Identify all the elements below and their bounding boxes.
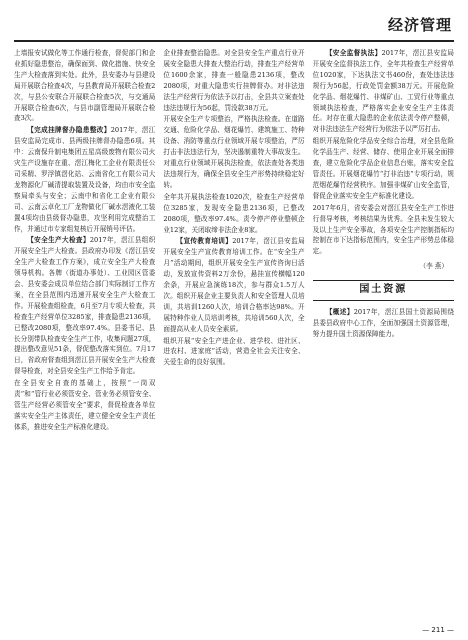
paragraph-text: 2017年，滘江县安监局开展安全生产宣传教育培训工作。在“安全生产月”活动期间，组织开展安全生产宣传咨询日活动，发放宣传资料2万余份，悬挂宣传横幅120余条，开展应急演练18次，参与群众1.5万人次。组织开展企业主要负责人和安全管理人员培训，共培训1260人次，培训合格率达98%。开展特种作业人员培训考核，共培训560人次，全面提高从业人员安全素质。	[163, 237, 305, 333]
paragraph-text: 开展安全生产专项整治，严格执法检查。在道路交通、危险化学品、烟花爆竹、建筑施工、特种设备、消防等重点行业领域开展专项整治，严厉打击非法违法行为，坚决遏制重特大事故发生。对重点行业领域开展执法检查，依法查处各类违法违规行为，确保全县安全生产形势持续稳定好转。	[163, 115, 305, 189]
paragraph	[14, 235, 155, 377]
page-number: — 211 —	[422, 626, 454, 634]
header-divider	[14, 40, 454, 42]
paragraph	[14, 378, 155, 433]
paragraph-text: 上墙报安试做化等工作通行检查，督促部门和企业抓好隐患整治，确保面到、做化措施、快安全生产大检查落到实处。此外，县安委办与县建设局开展联合检查4次，与县教育局开展联合检查2次，与县公安联合开展联合检查5次，与交通局开展联合检查6次，与县市副管理局开展联合检查3次。	[14, 49, 156, 123]
article-columns	[14, 48, 454, 618]
paragraph-text: 2017年，滘江县国土资源局围绕县委县政府中心工作，全面加强国土资源管理，努力提升国土资源保障能力。	[312, 308, 454, 338]
paragraph-subheading: 【宣传教育培训】	[176, 237, 233, 246]
paragraph	[163, 336, 304, 369]
paragraph	[14, 48, 155, 124]
paragraph	[163, 192, 304, 236]
column-3-body	[313, 48, 454, 257]
paragraph-subheading: 【安全监督执法】	[325, 49, 382, 57]
paragraph-text: 2017年，滘江县安监局完成市、县两级挂牌督办隐患6项。其中：云南保升制电集团五星高级废物有限公司火灾生产设施存在重、滘江梅化工企业有限责任公司采精、罗浮镇滘化站、云南省化工有限公司大龙物源化厂碱清提取装置及设备，均由市安全监察局牵头与安全；云南中和省化工企业有限公司、云南云卓化工厂龙物做化厂碱水滘液化工装置4项均由县级督办隐患，攻坚利用完成整治工作，并通过市专家组复核后开展销号评估。	[14, 126, 156, 233]
paragraph-subheading: 【安全生产大检查】	[27, 236, 90, 245]
text-column-1	[14, 48, 155, 618]
paragraph	[163, 236, 304, 334]
paragraph-text: 组织开展危险化学品安全综合治理，对全县危险化学品生产、经营、储存、使用企业开展全面排查，建立危险化学品企业信息台账，落实安全监管责任。开展烟花爆竹“打非治违”专项行动，规范烟花爆竹经营秩序。加强非煤矿山安全监管，督促企业落实安全生产标准化建设。	[312, 137, 454, 200]
page-header	[14, 12, 454, 42]
paragraph-text: 在全县安全自查的基础上，按照“一岗双责”和“管行业必须管安全、管业务必须管安全、管生产经营必须管安全”要求，督促检查各单位落实安全生产主体责任，建立健全安全生产责任体系，推进安全生产标准化建设。	[14, 379, 156, 431]
author-byline: （李 燕）	[419, 262, 448, 271]
section-title: 国土资源	[313, 280, 454, 301]
text-column-2	[163, 48, 304, 618]
paragraph-text: 全年共开展执法检查1020次，检查生产经营单位3285家，发现安全隐患2136项，已整改2080项，整改率97.4%。责令停产停业整顿企业12家，关闭取缔非法企业8家。	[163, 192, 305, 234]
paragraph-text: 2017年6月，省安委会对滘江县安全生产工作进行督导考核，考核结果为优秀。全县未发生较大及以上生产安全事故，各项安全生产控制指标均控制在市下达指标范围内，安全生产形势总体稳定。	[312, 203, 454, 256]
paragraph	[313, 136, 454, 201]
paragraph-text: 2017年，滘江县组织开展安全生产大检查。县政府办印发《滘江县安全生产大检查工作方案》，成立安全生产大检查领导机构。各牌（街道办事处）、工业园区管委会、县安委会成员单位结合部门实际制订工作方案，在全县范围内迅速开展安全生产大检查工作。开展检查组检查，6月至7月专项大检查，共检查生产经营单位3285家，排查隐患2136项，已整改2080项，整改率97.4%。县委书记、县长分别带队检查安全生产工作，收集问题27项，提出整改意见51条，督促整改落实到位。7月17日，省政府督查组到滘江县开展安全生产大检查督导检查，对全县安全生产工作给予肯定。	[14, 236, 156, 376]
paragraph-subheading: 【完成挂牌督办隐患整改】	[27, 126, 111, 135]
paragraph	[163, 114, 304, 190]
paragraph	[313, 48, 454, 135]
paragraph-text: 组织开展“安全生产进企业、进学校、进社区、进农村、进家庭”活动，营造全社会关注安全、关爱生命的良好氛围。	[163, 336, 305, 367]
paragraph-subheading: 【概述】	[325, 308, 354, 317]
text-column-3	[313, 48, 454, 618]
paragraph	[313, 203, 454, 258]
section-header-title: 经济管理	[387, 16, 452, 34]
paragraph	[163, 48, 304, 113]
paragraph-text: 2017年，滘江县安监局开展安全监督执法工作，全年共检查生产经营单位1020家，下达执法文书460份，查处违法违规行为56起，行政处罚金额38万元。开展危险化学品、烟花爆竹、非煤矿山、工贸行业等重点领域执法检查，严格落实企业安全生产主体责任。对存在重大隐患的企业依法责令停产整顿，对非法违法生产经营行为依法予以严厉打击。	[312, 49, 454, 134]
paragraph	[14, 125, 155, 234]
paragraph-text: 企业排查整治隐患。对全县安全生产重点行业开展安全隐患大排查大整治行动，排查生产经营单位1600余家，排查一般隐患2136项，整改2080项，对重大隐患实行挂牌督办。对非法违法生产经营行为依法予以打击，全县共立案查处违法违规行为56起，罚没款38万元。	[163, 49, 305, 112]
paragraph	[313, 307, 454, 340]
